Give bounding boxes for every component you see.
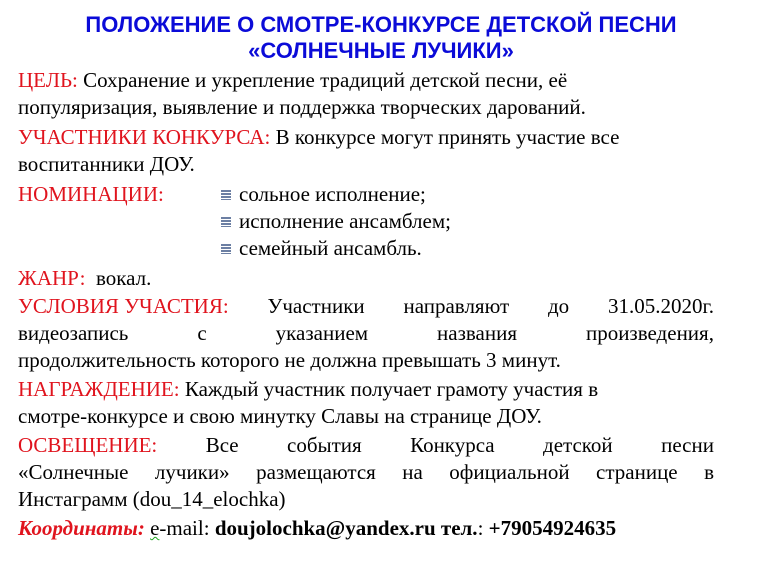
- conditions-word: видеозапись: [18, 321, 129, 345]
- participants-line-1: [18, 124, 714, 150]
- list-bullet-icon: [221, 190, 231, 200]
- award-text-1: Каждый участник получает грамоту участия в: [179, 377, 599, 401]
- email-prefix: -mail:: [159, 516, 215, 540]
- conditions-word: произведения,: [585, 321, 714, 345]
- title-line-2: «СОЛНЕЧНЫЕ ЛУЧИКИ»: [248, 38, 514, 63]
- phone-label: тел.: [435, 516, 478, 540]
- coverage-word: Конкурса: [410, 433, 495, 457]
- contacts-line: [18, 515, 714, 541]
- conditions-line-2: [18, 320, 714, 346]
- phone-number[interactable]: +79054924635: [488, 516, 617, 540]
- coverage-word: в: [704, 460, 714, 484]
- coverage-word: события: [287, 433, 362, 457]
- genre-label: ЖАНР:: [18, 266, 86, 290]
- coverage-line-3: Инстаграмм (dou_14_elochka): [18, 487, 286, 511]
- coverage-word: официальной: [449, 460, 570, 484]
- conditions-word: 31.05.2020г.: [608, 294, 714, 318]
- conditions-word: с: [197, 321, 207, 345]
- title-line-1: ПОЛОЖЕНИЕ О СМОТРЕ-КОНКУРСЕ ДЕТСКОЙ ПЕСНИ: [85, 12, 677, 37]
- nomination-text: сольное исполнение;: [239, 182, 426, 206]
- conditions-line-3: продолжительность которого не должна превышать 3 минут.: [18, 348, 561, 372]
- email-link[interactable]: doujolochka@yandex.ru: [214, 516, 436, 540]
- goal-label: ЦЕЛЬ:: [18, 68, 78, 92]
- phone-separator: :: [477, 516, 489, 540]
- conditions-line-1: [18, 293, 714, 319]
- coverage-line-1: [18, 432, 714, 458]
- list-bullet-icon: [221, 244, 231, 254]
- goal-line-2: популяризация, выявление и поддержка творческих дарований.: [18, 95, 586, 119]
- coverage-word: «Солнечные: [18, 460, 129, 484]
- nomination-item: [221, 181, 426, 207]
- conditions-label: УСЛОВИЯ УЧАСТИЯ:: [18, 294, 229, 318]
- coverage-line-2: [18, 459, 714, 485]
- goal-line-1: [18, 67, 714, 93]
- coverage-word: детской: [543, 433, 613, 457]
- participants-line-2: воспитанники ДОУ.: [18, 152, 195, 176]
- participants-text-1: В конкурсе могут принять участие все: [270, 125, 620, 149]
- goal-text-1: Сохранение и укрепление традиций детской песни, её: [77, 68, 568, 92]
- genre-text: вокал.: [95, 266, 152, 290]
- email-prefix-letter: е: [150, 516, 160, 540]
- coverage-word: странице: [596, 460, 678, 484]
- nomination-item: [221, 235, 422, 261]
- conditions-word: Участники: [267, 294, 365, 318]
- list-bullet-icon: [221, 217, 231, 227]
- nomination-text: исполнение ансамблем;: [239, 209, 451, 233]
- award-line-1: [18, 376, 714, 402]
- award-line-2: смотре-конкурсе и свою минутку Славы на странице ДОУ.: [18, 404, 542, 428]
- conditions-word: до: [548, 294, 570, 318]
- genre-line: [18, 265, 714, 291]
- coverage-word: на: [402, 460, 423, 484]
- coverage-word: песни: [661, 433, 714, 457]
- nomination-text: семейный ансамбль.: [239, 236, 422, 260]
- conditions-word: указанием: [275, 321, 369, 345]
- contacts-label: Координаты:: [18, 516, 145, 540]
- conditions-word: направляют: [403, 294, 510, 318]
- coverage-word: размещаются: [256, 460, 376, 484]
- participants-label: УЧАСТНИКИ КОНКУРСА:: [18, 125, 271, 149]
- coverage-label: ОСВЕЩЕНИЕ:: [18, 433, 158, 457]
- nominations-label: НОМИНАЦИИ:: [18, 182, 164, 206]
- conditions-word: названия: [437, 321, 517, 345]
- coverage-word: лучики»: [154, 460, 230, 484]
- nomination-item: [221, 208, 451, 234]
- coverage-word: Все: [205, 433, 239, 457]
- award-label: НАГРАЖДЕНИЕ:: [18, 377, 180, 401]
